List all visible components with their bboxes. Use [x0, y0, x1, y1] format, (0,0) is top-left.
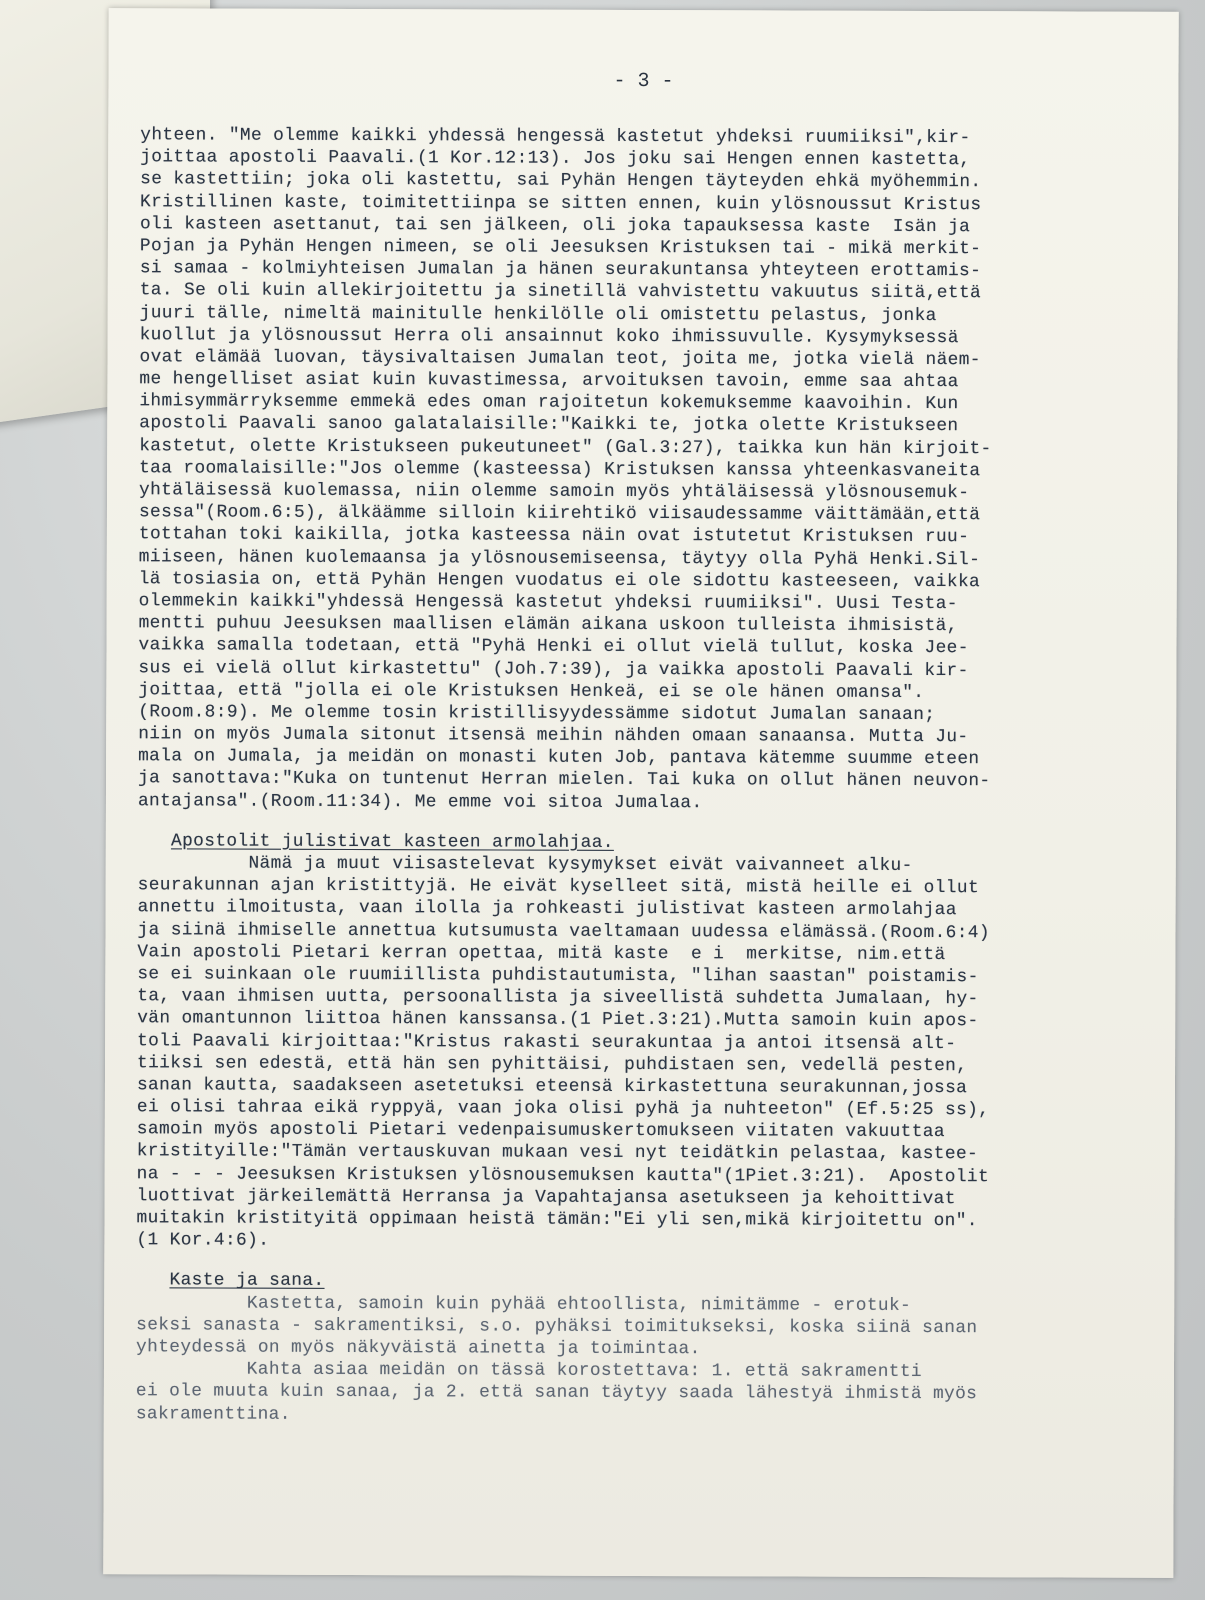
text-line: ja sanottava:"Kuka on tuntenut Herran mielen. Tai kuka on ollut hänen neuvon- [138, 768, 991, 792]
text-line: vän omantunnon liittoa hänen kanssansa.(1 Piet.3:21).Mutta samoin kuin apos- [137, 1008, 979, 1032]
page-text [136, 124, 1151, 1428]
text-line: ihmisymmärryksemme emmekä edes oman rajoitetun kokemuksemme kaavoihin. Kun [139, 391, 959, 415]
paragraph-body-1 [138, 124, 1150, 815]
page-number: - 3 - [613, 69, 674, 94]
text-line: sus ei vielä ollut kirkastettu" (Joh.7:39), ja vaikka apostoli Paavali kir- [138, 657, 969, 681]
text-line: miiseen, hänen kuolemaansa ja ylösnousemiseensa, täytyy olla Pyhä Henki.Sil- [138, 546, 981, 570]
text-line: sessa"(Room.6:5), älkäämme silloin kiirehtikö viisaudessamme väittämään,että [138, 502, 981, 526]
text-line: Pojan ja Pyhän Hengen nimeen, se oli Jeesuksen Kristuksen tai - mikä merkit- [139, 236, 982, 260]
text-line: annettu ilmoitusta, vaan ilolla ja rohkeasti julistivat kasteen armolahjaa [137, 897, 957, 921]
text-line: seksi sanasta - sakramentiksi, s.o. pyhäksi toimitukseksi, koska siinä sanan [136, 1314, 978, 1338]
text-line: yhteydessä on myös näkyväistä ainetta ja toimintaa. [136, 1337, 701, 1360]
text-line: ja siinä ihmiselle annettua kutsumusta vaeltamaan uudessa elämässä.(Room.6:4) [137, 919, 990, 943]
text-line: Nämä ja muut viisastelevat kysymykset eivät vaivanneet alku- [137, 853, 913, 876]
text-line: seurakunnan ajan kristittyjä. He eivät kyselleet sitä, mistä heille ei ollut [137, 875, 980, 899]
text-line: taa roomalaisille:"Jos olemme (kasteessa) Kristuksen kanssa yhteenkasvaneita [139, 458, 981, 481]
text-line: yhteen. "Me olemme kaikki yhdessä hengessä kastetut yhdeksi ruumiiksi",kir- [140, 125, 971, 149]
text-line: sakramenttina. [135, 1403, 291, 1425]
text-line: lä tosiasia on, että Pyhän Hengen vuodatus ei ole sidottu kasteeseen, vaikka [138, 568, 981, 592]
text-line: (1 Kor.4:6). [136, 1230, 270, 1251]
text-line: tiiksi sen edestä, että hän sen pyhittäisi, puhdistaen sen, vedellä pesten, [137, 1052, 968, 1076]
text-line: me hengelliset asiat kuin kuvastimessa, arvoituksen tavoin, emme saa ahtaa [139, 369, 959, 393]
heading-baptism-word [136, 1270, 1146, 1296]
text-line: Kahta asiaa meidän on tässä korostettava: 1. että sakramentti [135, 1359, 923, 1383]
text-line: kastetut, olette Kristukseen pukeutuneet" (Gal.3:27), taikka kun hän kirjoit- [139, 435, 992, 459]
text-line: antajansa".(Room.11:34). Me emme voi sitoa Jumalaa. [137, 790, 703, 813]
text-line: joittaa apostoli Paavali.(1 Kor.12:13). Jos joku sai Hengen ennen kastetta, [140, 147, 971, 171]
text-line: kuollut ja ylösnoussut Herra oli ansainnut koko ihmissuvulle. Kysymyksessä [139, 324, 959, 348]
text-line: ei olisi tahraa eikä ryppyä, vaan joka olisi pyhä ja nuhteeton" (Ef.5:25 ss), [136, 1097, 990, 1121]
text-line: na - - - Jeesuksen Kristuksen ylösnousemuksen kautta"(1Piet.3:21). Apostolit [136, 1163, 990, 1187]
text-line: olemmekin kaikki"yhdessä Hengessä kastetut yhdeksi ruumiiksi". Uusi Testa- [138, 591, 958, 615]
text-line: ei ole muuta kuin sanaa, ja 2. että sanan täytyy saada lähestyä ihmistä myös [135, 1381, 978, 1405]
text-line: tottahan toki kaikilla, jotka kasteessa näin ovat istutetut Kristuksen ruu- [138, 524, 970, 548]
text-line: Vain apostoli Pietari kerran opettaa, mitä kaste e i merkitse, nim.että [137, 941, 946, 965]
text-line: luottivat järkeilemättä Herransa ja Vapahtajansa asetukseen ja kehoittivat [136, 1186, 956, 1209]
text-line: niin on myös Jumala sitonut itsensä meihin nähden omaan sanaansa. Mutta Ju- [138, 724, 969, 748]
text-line: (Room.8:9). Me olemme tosin kristillisyydessämme sidotut Jumalan sanaan; [138, 702, 936, 725]
text-line: Kristillinen kaste, toimitettiinpa se sitten ennen, kuin ylösnoussut Kristus [140, 191, 982, 215]
text-line: kristityille:"Tämän vertauskuvan mukaan vesi nyt teidätkin pelastaa, kastee- [136, 1141, 979, 1165]
text-line: se ei suinkaan ole ruumiillista puhdistautumista, "lihan saastan" poistamis- [137, 964, 979, 988]
text-line: se kastettiin; joka oli kastettu, sai Pyhän Hengen täyteyden ehkä myöhemmin. [140, 169, 982, 193]
text-line: si samaa - kolmiyhteisen Jumalan ja hänen seurakuntansa yhteyteen erottamis- [139, 258, 982, 282]
text-line: toli Paavali kirjoittaa:"Kristus rakasti seurakuntaa ja antoi itsensä alt- [137, 1030, 957, 1054]
text-line: juuri tälle, nimeltä mainitulle henkilölle oli omistettu pelastus, jonka [139, 302, 937, 326]
text-line: vaikka samalla todetaan, että "Pyhä Henki ei ollut vielä tullut, koska Jee- [138, 635, 969, 659]
text-line: ta. Se oli kuin allekirjoitettu ja sinetillä vahvistettu vakuutus siitä,että [139, 280, 982, 304]
text-line: samoin myös apostoli Pietari vedenpaisumuskertomukseen viitaten vakuuttaa [136, 1119, 946, 1143]
text-line: joittaa, että "jolla ei ole Kristuksen Henkeä, ei se ole hänen omansa". [138, 679, 925, 703]
text-line: oli kasteen asettanut, tai sen jälkeen, oli joka tapauksessa kaste Isän ja [139, 213, 971, 237]
text-line: apostoli Paavali sanoo galatalaisille:"Kaikki te, jotka olette Kristukseen [139, 413, 959, 437]
heading-apostles-text: Apostolit julistivat kasteen armolahjaa. [171, 831, 614, 853]
text-line: Kastetta, samoin kuin pyhää ehtoollista, nimitämme - erotuk- [136, 1292, 912, 1316]
text-line: sanan kautta, saadakseen asetetuksi eteensä kirkastettuna seurakunnan,jossa [136, 1075, 968, 1099]
heading-baptism-word-text: Kaste ja sana. [169, 1270, 325, 1292]
text-line: yhtäläisessä kuolemassa, niin olemme samoin myös yhtäläisessä ylösnousemuk- [139, 480, 970, 504]
text-line: ovat elämää luovan, täysivaltaisen Jumalan teot, joita me, jotka vielä näem- [139, 347, 981, 371]
paragraph-body-3 [136, 1292, 1146, 1429]
text-line: ta, vaan ihmisen uutta, persoonallista ja siveellistä suhdetta Jumalaan, hy- [137, 986, 979, 1010]
paragraph-body-2 [136, 852, 1147, 1255]
text-line: mentti puhuu Jeesuksen maallisen elämän aikana uskoon tulleista ihmisistä, [138, 613, 958, 637]
text-line: mala on Jumala, ja meidän on monasti kuten Job, pantava kätemme suumme eteen [138, 746, 980, 770]
text-line: muitakin kristityitä oppimaan heistä tämän:"Ei yli sen,mikä kirjoitettu on". [136, 1208, 978, 1232]
typewritten-page [103, 8, 1178, 1578]
